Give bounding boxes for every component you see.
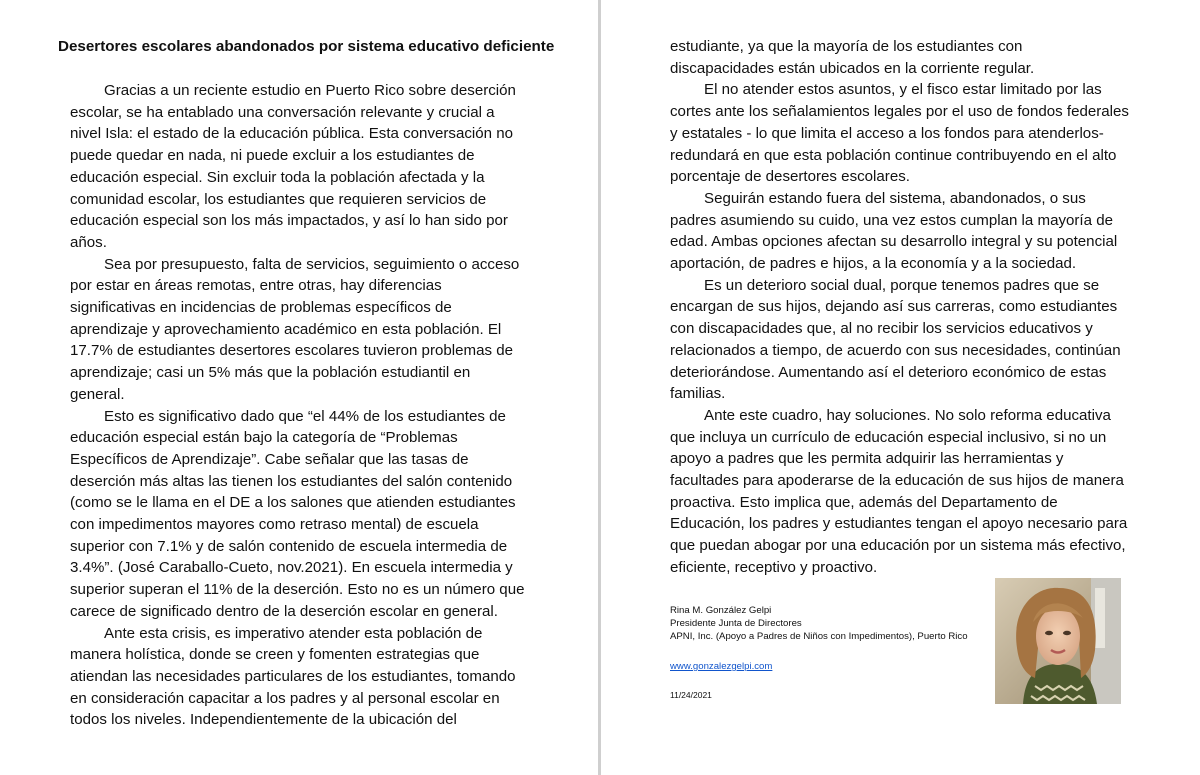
website-link[interactable]: www.gonzalezgelpi.com	[670, 661, 773, 672]
portrait-image	[995, 578, 1121, 704]
paragraph: El no atender estos asuntos, y el fisco estar limitado por las cortes ante los señalamientos legales por el uso de fondos federales y estatales - lo que limita el acceso a los fondos para atenderlos- redundará en que esta población continue contribuyendo en el alto porcentaje de desertores escolares.	[670, 81, 1129, 186]
paragraph: Esto es significativo dado que “el 44% de los estudiantes de educación especial están bajo la categoría de “Problemas Específicos de Aprendizaje”. Cabe señalar que las tasas de deserción más altas las tienen los estudiantes del salón contenido (como se le llama en el DE a los salones que atienden estudiantes con impedimentos mayores como retraso mental) de escuela superior con 7.1% y de salón contenido de escuela intermedia de 3.4%”. (José Caraballo-Cueto, nov.2021). En escuela intermedia y superior superan el 11% de la deserción. Esto no es un número que carece de significado dentro de la deserción escolar en general.	[70, 407, 525, 620]
paragraph: Seguirán estando fuera del sistema, abandonados, o sus padres asumiendo su cuido, una vez estos cumplan la mayoría de edad. Ambas opciones afectan su desarrollo integral y su potencial aportación, de padres e hijos, a la economía y a la sociedad.	[670, 189, 1118, 273]
signature-date: 11/24/2021	[670, 690, 712, 700]
page-divider	[598, 0, 601, 775]
right-body	[670, 36, 1130, 579]
paragraph: Gracias a un reciente estudio en Puerto Rico sobre deserción escolar, se ha entablado una conversación relevante y crucial a nivel Isla: el estado de la educación pública. Esta conversación no puede quedar en nada, ni puede excluir a los estudiantes de educación especial. Sin excluir toda la población afectada y la comunidad escolar, los estudiantes que requieren servicios de educación especial son los más impactados, y así lo han sido por años.	[70, 82, 516, 251]
author-photo	[995, 578, 1121, 704]
paragraph: Es un deterioro social dual, porque tenemos padres que se encargan de sus hijos, dejando así sus carreras, como estudiantes con discapacidades que, al no recibir los servicios educativos y relacionados a tiempo, de acuerdo con sus necesidades, continúan deteriorándose. Aumentando así el deterioro económico de estas familias.	[670, 276, 1121, 403]
signature-name: Rina M. González Gelpi	[670, 605, 772, 616]
paragraph: Sea por presupuesto, falta de servicios, seguimiento o acceso por estar en áreas remotas, entre otras, hay diferencias significativas en incidencias de problemas específicos de aprendizaje y aprovechamiento académico en esta población. El 17.7% de estudiantes desertores escolares tuvieron problemas de aprendizaje; casi un 5% más que la población estudiantil en general.	[70, 255, 520, 403]
signature-org: APNI, Inc. (Apoyo a Padres de Niños con Impedimentos), Puerto Rico	[670, 631, 968, 642]
paragraph: Ante esta crisis, es imperativo atender esta población de manera holística, donde se creen y fomenten estrategias que atiendan las necesidades particulares de los estudiantes, tomando en consideración capacitar a los padres y al personal escolar en todos los niveles. Independientemente de la ubicación del	[70, 624, 516, 729]
right-page	[602, 0, 1200, 775]
paragraph-continuation: estudiante, ya que la mayoría de los estudiantes con discapacidades están ubicados en la corriente regular.	[670, 38, 1035, 77]
left-body	[70, 80, 526, 731]
signature-role: Presidente Junta de Directores	[670, 618, 802, 629]
paragraph: Ante este cuadro, hay soluciones. No solo reforma educativa que incluya un currículo de educación especial inclusivo, si no un apoyo a padres que les permita adquirir las herramientas y facultades para apoderarse de la educación de sus hijos de manera proactiva. Esto implica que, además del Departamento de Educación, los padres y estudiantes tengan el apoyo necesario para que puedan abogar por una educación por un sistema más efectivo, eficiente, receptivo y proactivo.	[670, 406, 1128, 576]
article-title: Desertores escolares abandonados por sistema educativo deficiente	[58, 38, 555, 55]
